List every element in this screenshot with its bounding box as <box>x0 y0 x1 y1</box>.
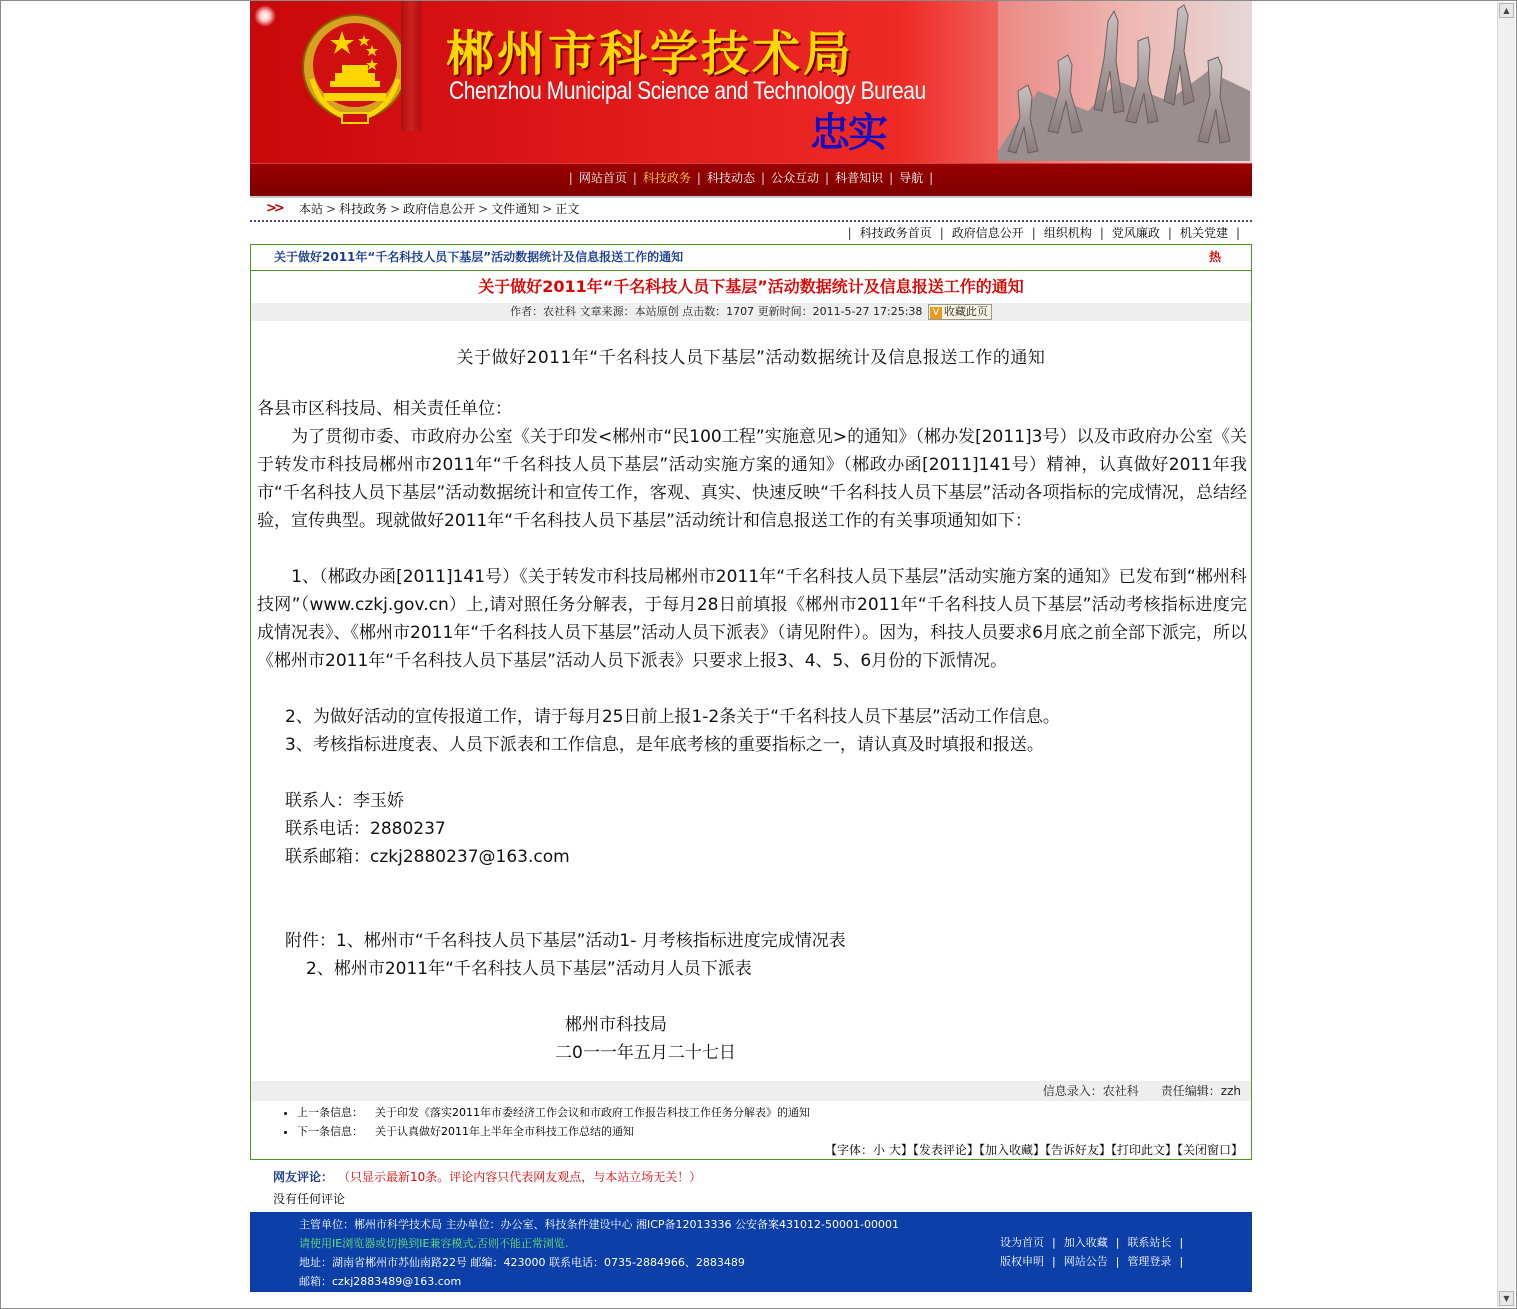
sparkle-decoration <box>254 5 276 27</box>
signature-date: 二0一一年五月二十七日 <box>555 1043 736 1063</box>
prev-article-item <box>297 1103 1251 1122</box>
breadcrumb-item-tech-affairs[interactable]: 科技政务 <box>339 202 388 216</box>
signature-org: 郴州市科技局 <box>565 1015 667 1035</box>
nav-item-home[interactable]: 网站首页 <box>578 171 627 185</box>
tell-friend-link[interactable]: 【告诉好友】 <box>1044 1143 1111 1157</box>
footer-link-admin-login[interactable]: 管理登录 <box>1127 1255 1172 1268</box>
nav-item-science-knowledge[interactable]: 科普知识 <box>835 171 884 185</box>
contact-person: 联系人：李玉娇 <box>285 791 404 811</box>
contact-email: 联系邮箱：czkj2880237@163.com <box>285 847 570 867</box>
font-size-label: 【字体： <box>825 1143 874 1157</box>
subnav-separator: | <box>1235 226 1240 240</box>
article-title: 关于做好2011年“千名科技人员下基层”活动数据统计及信息报送工作的通知 <box>478 277 1024 296</box>
sub-nav <box>250 222 1252 244</box>
bookmark-icon: V <box>930 307 942 319</box>
pillar-decoration <box>401 1 421 131</box>
nav-item-tech-news[interactable]: 科技动态 <box>706 171 755 185</box>
subnav-item-gov-info[interactable]: 政府信息公开 <box>951 226 1024 240</box>
next-label: 下一条信息： <box>297 1125 363 1138</box>
subnav-separator: | <box>939 226 944 240</box>
prev-next-list <box>251 1101 1251 1141</box>
close-window-link[interactable]: 【关闭窗口】 <box>1176 1143 1243 1157</box>
comments-title: 网友评论： <box>273 1170 334 1184</box>
record-info-bar <box>251 1081 1251 1101</box>
paragraph-item-3: 3、考核指标进度表、人员下派表和工作信息，是年底考核的重要指标之一，请认真及时填报和报送。 <box>285 735 1044 755</box>
footer-link-set-home[interactable]: 设为首页 <box>1000 1236 1044 1249</box>
article-content <box>251 321 1251 1081</box>
comments-note: （只显示最新10条。评论内容只代表网友观点，与本站立场无关！） <box>338 1170 702 1184</box>
site-footer <box>250 1212 1252 1292</box>
footer-separator: | <box>1179 1255 1184 1268</box>
footer-separator: | <box>1179 1236 1184 1249</box>
hot-badge: 热 <box>1208 250 1221 264</box>
article-box <box>250 244 1252 1160</box>
salutation: 各县市区科技局、相关责任单位： <box>257 399 512 419</box>
no-comments-text: 没有任何评论 <box>273 1192 346 1206</box>
article-tools <box>251 1141 1251 1159</box>
contact-phone: 联系电话：2880237 <box>285 819 446 839</box>
footer-separator: | <box>1115 1255 1120 1268</box>
breadcrumb-separator: > <box>326 202 337 216</box>
main-nav <box>250 163 1252 198</box>
content-title: 关于做好2011年“千名科技人员下基层”活动数据统计及信息报送工作的通知 <box>456 348 1046 368</box>
paragraph-item-2: 2、为做好活动的宣传报道工作，请于每月25日前上报1-2条关于“千名科技人员下基层”活动工作信息。 <box>285 707 1060 727</box>
scroll-down-icon[interactable]: ▼ <box>1499 1291 1514 1306</box>
comments-section <box>250 1160 1252 1212</box>
nav-separator: | <box>929 171 934 185</box>
font-small-link[interactable]: 小 <box>873 1143 886 1157</box>
sculpture-image <box>998 1 1250 161</box>
footer-separator: | <box>1052 1255 1056 1268</box>
bookmark-page-label: 收藏此页 <box>943 305 988 318</box>
breadcrumb-item-site[interactable]: 本站 <box>299 202 324 216</box>
nav-separator: | <box>760 171 766 185</box>
site-banner <box>250 1 1252 163</box>
next-article-link[interactable]: 关于认真做好2011年上半年全市科技工作总结的通知 <box>375 1125 634 1138</box>
article-meta <box>251 303 1251 321</box>
footer-link-contact[interactable]: 联系站长 <box>1127 1236 1172 1249</box>
subnav-item-affairs-home[interactable]: 科技政务首页 <box>859 226 932 240</box>
post-comment-link[interactable]: 【发表评论】 <box>912 1143 979 1157</box>
editor-text: 责任编辑：zzh <box>1160 1084 1241 1098</box>
slogan-text: 忠实 <box>810 110 886 156</box>
bookmark-page-button[interactable] <box>928 304 992 320</box>
breadcrumb-separator: > <box>390 202 401 216</box>
breadcrumb-separator: > <box>478 202 489 216</box>
page <box>250 1 1252 1292</box>
site-title-en: Chenzhou Municipal Science and Technology Bureau <box>449 77 926 105</box>
subnav-item-organization[interactable]: 组织机构 <box>1043 226 1092 240</box>
footer-address: 地址：湖南省郴州市苏仙南路22号 邮编：423000 联系电话：0735-2884966、2883489 <box>299 1256 745 1269</box>
footer-browser-warning: 请使用IE浏览器或切换到IE兼容模式,否则不能正常浏览. <box>299 1237 569 1250</box>
print-article-link[interactable]: 【打印此文】 <box>1110 1143 1177 1157</box>
paragraph-item-1: 1、（郴政办函[2011]141号）《关于转发市科技局郴州市2011年“千名科技人员下基层”活动实施方案的通知》已发布到“郴州科技网”（www.czkj.gov.cn）上,请对照任务分解表，于每月28日前填报《郴州市2011年“千名科技人员下基层”活动考核指标进度完成情况表》、《郴州市2011年“千名科技人员下基层”活动人员下派表》（请见附件）。因为，科技人员要求6月底之前全部下派完，所以《郴州市2011年“千名科技人员下基层”活动人员下派表》只要求上报3、4、5、6月份的下派情况。 <box>257 567 1247 671</box>
nav-item-tech-affairs[interactable]: 科技政务 <box>642 171 691 185</box>
breadcrumb-item-current: 正文 <box>555 202 580 216</box>
national-emblem-icon <box>302 9 408 127</box>
nav-separator: | <box>632 171 637 185</box>
breadcrumb-path <box>299 198 579 220</box>
vertical-scrollbar[interactable] <box>1497 2 1515 1307</box>
subnav-item-party-building[interactable]: 机关党建 <box>1179 226 1228 240</box>
subnav-item-party-integrity[interactable]: 党风廉政 <box>1111 226 1160 240</box>
next-article-item <box>297 1122 1251 1141</box>
nav-item-public-interaction[interactable]: 公众互动 <box>771 171 820 185</box>
nav-separator: | <box>696 171 701 185</box>
subnav-separator: | <box>847 226 852 240</box>
attachment-2: 2、郴州市2011年“千名科技人员下基层”活动月人员下派表 <box>306 959 752 979</box>
nav-item-guide[interactable]: 导航 <box>899 171 924 185</box>
subnav-separator: | <box>1167 226 1172 240</box>
breadcrumb-item-notices[interactable]: 文件通知 <box>491 202 540 216</box>
footer-sponsor: 主管单位：郴州市科学技术局 主办单位：办公室、科技条件建设中心 湘ICP备12013336 公安备案431012-50001-00001 <box>299 1218 899 1231</box>
nav-separator: | <box>568 171 573 185</box>
font-large-link[interactable]: 大 <box>888 1143 901 1157</box>
prev-label: 上一条信息： <box>297 1106 363 1119</box>
breadcrumb <box>250 198 1252 222</box>
article-bar-title: 关于做好2011年“千名科技人员下基层”活动数据统计及信息报送工作的通知 <box>274 250 684 264</box>
footer-info <box>299 1215 899 1291</box>
article-meta-text: 作者：农社科 文章来源：本站原创 点击数：1707 更新时间：2011-5-27 17:25:38 <box>510 305 923 318</box>
double-chevron-right-icon: >> <box>266 201 282 216</box>
breadcrumb-separator: > <box>542 202 553 216</box>
footer-link-add-favorite[interactable]: 加入收藏 <box>1063 1236 1108 1249</box>
footer-separator: | <box>1115 1236 1120 1249</box>
attachment-1: 附件：1、郴州市“千名科技人员下基层”活动1- 月考核指标进度完成情况表 <box>285 931 846 951</box>
footer-link-copyright[interactable]: 版权申明 <box>1000 1255 1044 1268</box>
nav-separator: | <box>825 171 830 185</box>
footer-links <box>1000 1233 1191 1271</box>
subnav-separator: | <box>1099 226 1104 240</box>
breadcrumb-item-gov-info[interactable]: 政府信息公开 <box>403 202 476 216</box>
footer-link-announcement[interactable]: 网站公告 <box>1063 1255 1108 1268</box>
subnav-separator: | <box>1031 226 1036 240</box>
paragraph-intro: 为了贯彻市委、市政府办公室《关于印发<郴州市“民100工程”实施意见>的通知》（郴办发[2011]3号）以及市政府办公室《关于转发市科技局郴州市2011年“千名科技人员下基层”活动实施方案的通知》（郴政办函[2011]141号）精神，认真做好2011年我市“千名科技人员下基层”活动数据统计和宣传工作，客观、真实、快速反映“千名科技人员下基层”活动各项指标的完成情况，总结经验，宣传典型。现就做好2011年“千名科技人员下基层”活动统计和信息报送工作的有关事项通知如下： <box>257 427 1247 531</box>
article-title-bar <box>251 245 1251 271</box>
footer-email: 邮箱：czkj2883489@163.com <box>299 1275 462 1288</box>
prev-article-link[interactable]: 关于印发《落实2011年市委经济工作会议和市政府工作报告科技工作任务分解表》的通知 <box>375 1106 810 1119</box>
footer-separator: | <box>1052 1236 1056 1249</box>
site-title-cn: 郴州市科学技术局 <box>446 26 855 82</box>
add-favorite-link[interactable]: 【加入收藏】 <box>978 1143 1045 1157</box>
nav-separator: | <box>889 171 894 185</box>
font-size-end: 】 <box>900 1143 913 1157</box>
recorder-text: 信息录入：农社科 <box>1042 1084 1139 1098</box>
scroll-up-icon[interactable]: ▲ <box>1499 3 1514 18</box>
